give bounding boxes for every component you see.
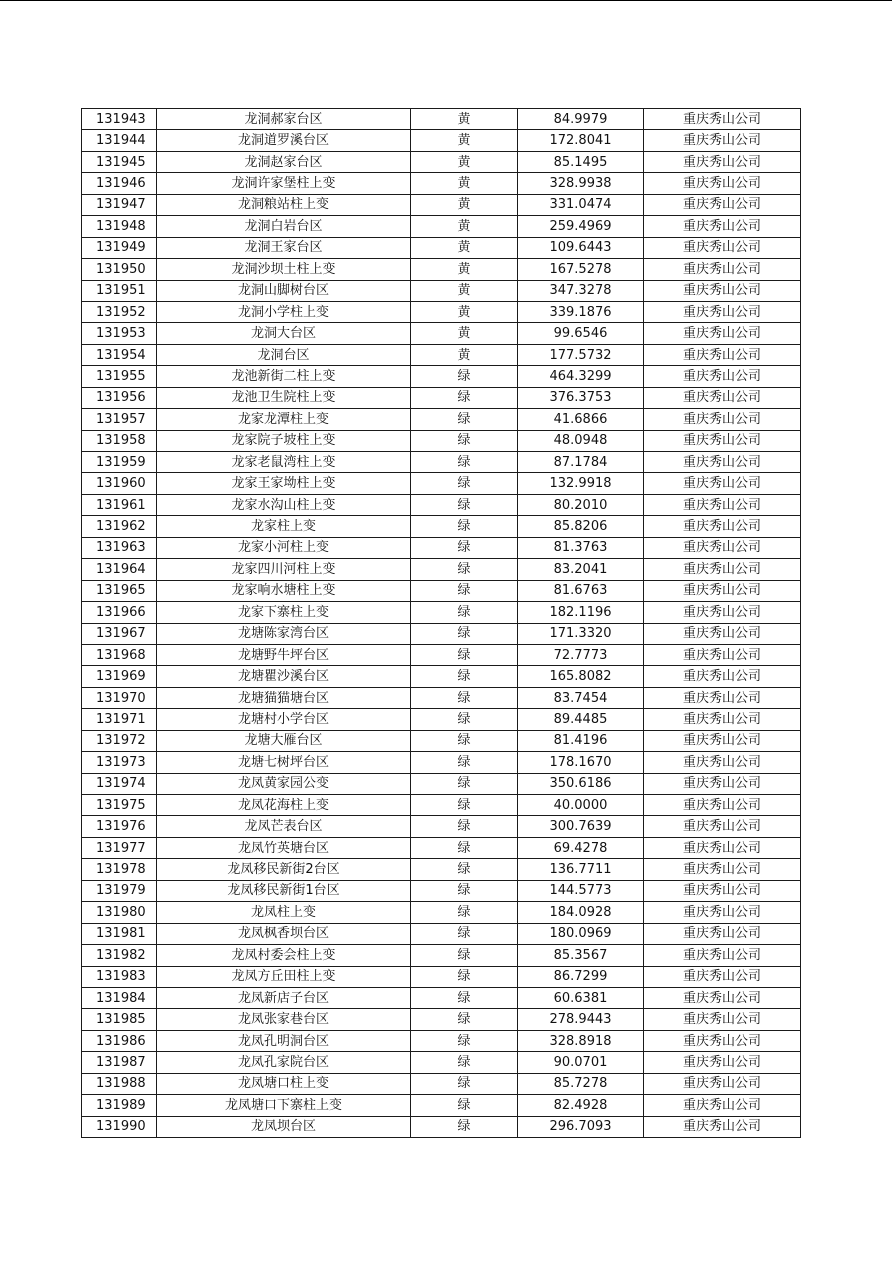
cell-company: 重庆秀山公司 [644,323,801,344]
cell-name: 龙家柱上变 [157,516,411,537]
cell-value: 165.8082 [518,666,644,687]
cell-company: 重庆秀山公司 [644,945,801,966]
cell-id: 131975 [82,795,157,816]
cell-name: 龙凤芒表台区 [157,816,411,837]
cell-company: 重庆秀山公司 [644,730,801,751]
cell-company: 重庆秀山公司 [644,301,801,322]
cell-value: 90.0701 [518,1052,644,1073]
cell-name: 龙塘陈家湾台区 [157,623,411,644]
page-top-border [0,0,892,1]
cell-name: 龙洞白岩台区 [157,216,411,237]
cell-company: 重庆秀山公司 [644,194,801,215]
cell-id: 131965 [82,580,157,601]
cell-level: 绿 [411,1095,518,1116]
cell-value: 144.5773 [518,880,644,901]
cell-level: 黄 [411,344,518,365]
cell-name: 龙凤村委会柱上变 [157,945,411,966]
cell-level: 绿 [411,1009,518,1030]
cell-level: 绿 [411,559,518,580]
cell-name: 龙洞赵家台区 [157,151,411,172]
cell-value: 172.8041 [518,130,644,151]
cell-company: 重庆秀山公司 [644,130,801,151]
cell-name: 龙凤移民新街1台区 [157,880,411,901]
cell-value: 331.0474 [518,194,644,215]
cell-name: 龙家王家坳柱上变 [157,473,411,494]
cell-company: 重庆秀山公司 [644,773,801,794]
cell-id: 131948 [82,216,157,237]
cell-id: 131963 [82,537,157,558]
cell-level: 绿 [411,1052,518,1073]
cell-level: 绿 [411,880,518,901]
cell-level: 绿 [411,923,518,944]
cell-id: 131945 [82,151,157,172]
cell-level: 绿 [411,452,518,473]
cell-id: 131982 [82,945,157,966]
table-row [82,366,801,387]
cell-company: 重庆秀山公司 [644,1009,801,1030]
table-row [82,623,801,644]
cell-level: 绿 [411,516,518,537]
cell-value: 328.8918 [518,1030,644,1051]
cell-company: 重庆秀山公司 [644,494,801,515]
table-row [82,409,801,430]
cell-name: 龙凤新店子台区 [157,987,411,1008]
cell-name: 龙凤孔明洞台区 [157,1030,411,1051]
cell-company: 重庆秀山公司 [644,280,801,301]
cell-value: 83.7454 [518,687,644,708]
cell-value: 171.3320 [518,623,644,644]
cell-level: 黄 [411,173,518,194]
cell-level: 黄 [411,216,518,237]
table-body [82,109,801,1138]
table-row [82,1073,801,1094]
cell-level: 绿 [411,966,518,987]
cell-id: 131989 [82,1095,157,1116]
cell-level: 绿 [411,644,518,665]
table-row [82,945,801,966]
cell-level: 绿 [411,494,518,515]
cell-value: 167.5278 [518,259,644,280]
cell-company: 重庆秀山公司 [644,923,801,944]
cell-id: 131956 [82,387,157,408]
cell-name: 龙家院子坡柱上变 [157,430,411,451]
cell-id: 131959 [82,452,157,473]
cell-company: 重庆秀山公司 [644,644,801,665]
cell-level: 黄 [411,280,518,301]
cell-id: 131967 [82,623,157,644]
cell-level: 绿 [411,709,518,730]
cell-value: 85.8206 [518,516,644,537]
table-row [82,773,801,794]
table-row [82,816,801,837]
cell-id: 131962 [82,516,157,537]
cell-id: 131964 [82,559,157,580]
cell-id: 131950 [82,259,157,280]
table-row [82,516,801,537]
data-table [81,108,801,1138]
cell-company: 重庆秀山公司 [644,409,801,430]
cell-id: 131968 [82,644,157,665]
cell-id: 131955 [82,366,157,387]
cell-company: 重庆秀山公司 [644,859,801,880]
cell-name: 龙家老鼠湾柱上变 [157,452,411,473]
cell-name: 龙塘猫猫塘台区 [157,687,411,708]
cell-name: 龙凤移民新街2台区 [157,859,411,880]
cell-name: 龙洞粮站柱上变 [157,194,411,215]
cell-level: 绿 [411,580,518,601]
cell-value: 132.9918 [518,473,644,494]
cell-name: 龙洞许家堡柱上变 [157,173,411,194]
table-row [82,430,801,451]
table-row [82,301,801,322]
table-row [82,1030,801,1051]
cell-level: 绿 [411,859,518,880]
cell-company: 重庆秀山公司 [644,173,801,194]
cell-company: 重庆秀山公司 [644,559,801,580]
cell-id: 131976 [82,816,157,837]
cell-company: 重庆秀山公司 [644,259,801,280]
table-row [82,323,801,344]
cell-id: 131951 [82,280,157,301]
cell-company: 重庆秀山公司 [644,516,801,537]
cell-company: 重庆秀山公司 [644,880,801,901]
cell-value: 85.1495 [518,151,644,172]
cell-value: 83.2041 [518,559,644,580]
cell-id: 131981 [82,923,157,944]
cell-name: 龙凤方丘田柱上变 [157,966,411,987]
cell-name: 龙凤竹英塘台区 [157,837,411,858]
cell-id: 131944 [82,130,157,151]
cell-company: 重庆秀山公司 [644,837,801,858]
cell-company: 重庆秀山公司 [644,602,801,623]
cell-value: 136.7711 [518,859,644,880]
table-row [82,216,801,237]
cell-level: 绿 [411,816,518,837]
cell-company: 重庆秀山公司 [644,795,801,816]
table-row [82,644,801,665]
table-row [82,687,801,708]
cell-level: 绿 [411,730,518,751]
cell-value: 85.7278 [518,1073,644,1094]
cell-id: 131966 [82,602,157,623]
cell-name: 龙洞道罗溪台区 [157,130,411,151]
cell-id: 131985 [82,1009,157,1030]
cell-name: 龙家小河柱上变 [157,537,411,558]
cell-name: 龙家龙潭柱上变 [157,409,411,430]
cell-name: 龙凤花海柱上变 [157,795,411,816]
cell-id: 131977 [82,837,157,858]
cell-value: 339.1876 [518,301,644,322]
cell-company: 重庆秀山公司 [644,902,801,923]
table-row [82,752,801,773]
cell-level: 绿 [411,773,518,794]
cell-level: 黄 [411,301,518,322]
cell-company: 重庆秀山公司 [644,1052,801,1073]
cell-id: 131947 [82,194,157,215]
cell-company: 重庆秀山公司 [644,216,801,237]
cell-value: 72.7773 [518,644,644,665]
cell-id: 131961 [82,494,157,515]
table-row [82,130,801,151]
cell-value: 82.4928 [518,1095,644,1116]
cell-level: 绿 [411,795,518,816]
table-row [82,1095,801,1116]
cell-level: 绿 [411,752,518,773]
cell-company: 重庆秀山公司 [644,151,801,172]
cell-company: 重庆秀山公司 [644,752,801,773]
cell-level: 黄 [411,323,518,344]
cell-value: 376.3753 [518,387,644,408]
cell-name: 龙家下寨柱上变 [157,602,411,623]
table-row [82,452,801,473]
table-row [82,237,801,258]
cell-value: 84.9979 [518,109,644,130]
cell-level: 绿 [411,537,518,558]
cell-company: 重庆秀山公司 [644,430,801,451]
table-row [82,859,801,880]
cell-value: 60.6381 [518,987,644,1008]
table-row [82,194,801,215]
cell-company: 重庆秀山公司 [644,537,801,558]
cell-level: 黄 [411,194,518,215]
cell-level: 绿 [411,945,518,966]
cell-value: 99.6546 [518,323,644,344]
cell-level: 黄 [411,130,518,151]
table-row [82,280,801,301]
cell-id: 131943 [82,109,157,130]
cell-name: 龙凤柱上变 [157,902,411,923]
cell-company: 重庆秀山公司 [644,109,801,130]
cell-id: 131970 [82,687,157,708]
cell-level: 绿 [411,623,518,644]
table-row [82,580,801,601]
cell-level: 绿 [411,409,518,430]
cell-level: 黄 [411,259,518,280]
cell-name: 龙家水沟山柱上变 [157,494,411,515]
cell-level: 绿 [411,687,518,708]
cell-value: 182.1196 [518,602,644,623]
cell-level: 绿 [411,837,518,858]
cell-name: 龙洞山脚树台区 [157,280,411,301]
table-row [82,109,801,130]
table-row [82,730,801,751]
table-row [82,494,801,515]
table-row [82,173,801,194]
cell-id: 131987 [82,1052,157,1073]
cell-value: 89.4485 [518,709,644,730]
cell-level: 绿 [411,987,518,1008]
cell-level: 黄 [411,237,518,258]
cell-value: 85.3567 [518,945,644,966]
cell-level: 绿 [411,387,518,408]
cell-name: 龙洞台区 [157,344,411,365]
cell-name: 龙凤塘口柱上变 [157,1073,411,1094]
cell-value: 81.3763 [518,537,644,558]
cell-name: 龙洞郝家台区 [157,109,411,130]
cell-value: 41.6866 [518,409,644,430]
cell-company: 重庆秀山公司 [644,623,801,644]
cell-company: 重庆秀山公司 [644,473,801,494]
cell-name: 龙塘野牛坪台区 [157,644,411,665]
cell-name: 龙凤塘口下寨柱上变 [157,1095,411,1116]
cell-company: 重庆秀山公司 [644,709,801,730]
cell-level: 绿 [411,430,518,451]
cell-level: 黄 [411,151,518,172]
cell-level: 黄 [411,109,518,130]
table-row [82,602,801,623]
cell-id: 131972 [82,730,157,751]
cell-company: 重庆秀山公司 [644,366,801,387]
table-row [82,709,801,730]
table-row [82,473,801,494]
cell-company: 重庆秀山公司 [644,1095,801,1116]
cell-value: 80.2010 [518,494,644,515]
cell-value: 81.6763 [518,580,644,601]
cell-level: 绿 [411,1030,518,1051]
cell-value: 87.1784 [518,452,644,473]
cell-id: 131988 [82,1073,157,1094]
table-row [82,344,801,365]
cell-id: 131957 [82,409,157,430]
cell-level: 绿 [411,666,518,687]
cell-value: 178.1670 [518,752,644,773]
cell-name: 龙家响水塘柱上变 [157,580,411,601]
cell-name: 龙池新街二柱上变 [157,366,411,387]
cell-name: 龙凤枫香坝台区 [157,923,411,944]
cell-value: 464.3299 [518,366,644,387]
cell-value: 259.4969 [518,216,644,237]
table-row [82,259,801,280]
cell-value: 184.0928 [518,902,644,923]
cell-company: 重庆秀山公司 [644,237,801,258]
cell-id: 131958 [82,430,157,451]
cell-value: 296.7093 [518,1116,644,1137]
cell-value: 86.7299 [518,966,644,987]
cell-value: 350.6186 [518,773,644,794]
cell-value: 48.0948 [518,430,644,451]
cell-company: 重庆秀山公司 [644,666,801,687]
cell-level: 绿 [411,602,518,623]
cell-id: 131986 [82,1030,157,1051]
table-row [82,987,801,1008]
cell-id: 131949 [82,237,157,258]
cell-company: 重庆秀山公司 [644,387,801,408]
cell-id: 131978 [82,859,157,880]
cell-level: 绿 [411,902,518,923]
cell-level: 绿 [411,473,518,494]
cell-name: 龙凤张家巷台区 [157,1009,411,1030]
table-row [82,559,801,580]
table-row [82,1116,801,1137]
cell-name: 龙塘村小学台区 [157,709,411,730]
cell-id: 131971 [82,709,157,730]
cell-name: 龙凤坝台区 [157,1116,411,1137]
cell-level: 绿 [411,1116,518,1137]
table-row [82,966,801,987]
cell-value: 300.7639 [518,816,644,837]
table-row [82,902,801,923]
cell-name: 龙洞小学柱上变 [157,301,411,322]
cell-id: 131973 [82,752,157,773]
cell-name: 龙家四川河柱上变 [157,559,411,580]
cell-company: 重庆秀山公司 [644,966,801,987]
cell-name: 龙塘七树坪台区 [157,752,411,773]
cell-id: 131960 [82,473,157,494]
cell-value: 40.0000 [518,795,644,816]
table-row [82,837,801,858]
cell-name: 龙凤黄家园公变 [157,773,411,794]
cell-value: 328.9938 [518,173,644,194]
cell-value: 177.5732 [518,344,644,365]
cell-value: 180.0969 [518,923,644,944]
cell-level: 绿 [411,1073,518,1094]
table-row [82,537,801,558]
cell-id: 131984 [82,987,157,1008]
cell-name: 龙凤孔家院台区 [157,1052,411,1073]
cell-name: 龙洞大台区 [157,323,411,344]
cell-value: 347.3278 [518,280,644,301]
table-row [82,1009,801,1030]
cell-name: 龙塘大雁台区 [157,730,411,751]
cell-value: 69.4278 [518,837,644,858]
cell-company: 重庆秀山公司 [644,687,801,708]
cell-id: 131946 [82,173,157,194]
table-row [82,795,801,816]
table-row [82,387,801,408]
table-row [82,151,801,172]
cell-value: 109.6443 [518,237,644,258]
cell-company: 重庆秀山公司 [644,452,801,473]
cell-id: 131952 [82,301,157,322]
table-row [82,666,801,687]
cell-company: 重庆秀山公司 [644,344,801,365]
cell-value: 81.4196 [518,730,644,751]
cell-company: 重庆秀山公司 [644,816,801,837]
cell-level: 绿 [411,366,518,387]
cell-name: 龙池卫生院柱上变 [157,387,411,408]
cell-company: 重庆秀山公司 [644,580,801,601]
cell-company: 重庆秀山公司 [644,1073,801,1094]
cell-id: 131953 [82,323,157,344]
cell-id: 131979 [82,880,157,901]
cell-id: 131990 [82,1116,157,1137]
cell-id: 131954 [82,344,157,365]
cell-name: 龙洞沙坝土柱上变 [157,259,411,280]
cell-id: 131983 [82,966,157,987]
cell-name: 龙塘瞿沙溪台区 [157,666,411,687]
cell-name: 龙洞王家台区 [157,237,411,258]
table-row [82,1052,801,1073]
cell-id: 131974 [82,773,157,794]
table-row [82,880,801,901]
table-row [82,923,801,944]
cell-company: 重庆秀山公司 [644,987,801,1008]
cell-id: 131969 [82,666,157,687]
cell-value: 278.9443 [518,1009,644,1030]
cell-company: 重庆秀山公司 [644,1116,801,1137]
cell-id: 131980 [82,902,157,923]
cell-company: 重庆秀山公司 [644,1030,801,1051]
